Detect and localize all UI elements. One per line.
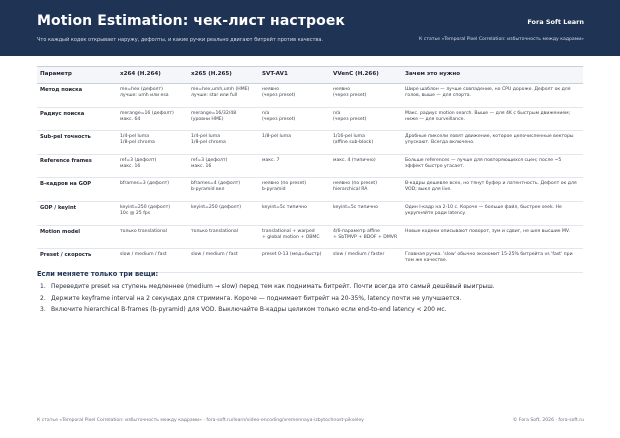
param-cell-text: GOP / keyint xyxy=(40,204,77,211)
column-header-x265: x265 (H.265) xyxy=(191,71,232,77)
x264-cell-line: 10с @ 25 fps xyxy=(120,210,151,216)
vvenc-cell-line: 4/6-параметр affine xyxy=(333,228,380,234)
svt-av1-cell xyxy=(262,205,330,211)
vvenc-cell-line: + SbTMVP + BDOF + DMVR xyxy=(333,234,398,240)
x264-cell-line: лучше: umh или esa xyxy=(120,93,169,98)
svt-av1-cell-line: b-pyramid xyxy=(262,187,286,193)
list-item-text: Переведите preset на ступень медленнее (medium → slow) перед тем как поднимать битрейт. Почти всегда это самый дешёвый выигрыш. xyxy=(51,283,495,290)
why-cell-text: Дробные пиксели ловят движение, которое целочисленные векторы упускают. Всегда включено. xyxy=(405,134,574,146)
svt-av1-cell xyxy=(262,111,330,123)
vvenc-cell xyxy=(333,87,401,99)
column-header-vvenc: VVenC (H.266) xyxy=(333,71,379,77)
param-cell-text: B-кадров на GOP xyxy=(40,181,92,188)
param-cell-text: Метод поиска xyxy=(40,87,83,93)
x264-cell-line: bframes=3 (дефолт) xyxy=(120,181,170,187)
svt-av1-cell-line: (через preset) xyxy=(262,93,296,98)
svt-av1-cell xyxy=(262,252,330,258)
why-cell xyxy=(405,205,581,217)
list-item-number: 3. xyxy=(40,306,46,313)
x265-cell xyxy=(191,87,259,99)
x265-cell-line: макс. 16 xyxy=(191,163,212,169)
svt-av1-cell-line: неявно xyxy=(262,87,280,92)
x265-cell-line: bframes=4 (дефолт) xyxy=(191,181,241,187)
svt-av1-cell-line: неявно (по preset) xyxy=(262,181,306,187)
table-row xyxy=(37,202,583,226)
table-row xyxy=(37,226,583,250)
svt-av1-cell-line: 1/8-pel luma xyxy=(262,134,292,140)
param-cell xyxy=(40,158,118,164)
x264-cell-line: только translational xyxy=(120,228,167,234)
param-cell-text: Preset / скорость xyxy=(40,252,92,259)
x265-cell xyxy=(191,181,259,193)
param-cell-text: Reference frames xyxy=(40,157,92,164)
svt-av1-cell-line: + global motion + OBMC xyxy=(262,234,320,240)
param-cell xyxy=(40,205,118,211)
vvenc-cell xyxy=(333,158,401,164)
settings-table xyxy=(37,66,583,273)
why-cell-text: Больше references — лучше для повторяющихся сцен; после ~5 эффект быстро угасает. xyxy=(405,157,562,169)
page-subtitle: Что каждый кодек открывает наружу, дефолты, и какие ручки реально двигают битрейт против качества. xyxy=(37,37,324,43)
table-row xyxy=(37,131,583,155)
table-row xyxy=(37,155,583,179)
article-reference: К статье «Temporal Pixel Correlation: избыточность между кадрами» xyxy=(419,37,584,42)
vvenc-cell xyxy=(333,205,401,211)
header-banner xyxy=(0,0,620,56)
x264-cell-line: me=hex (дефолт) xyxy=(120,87,163,92)
x265-cell-line: merange=16/32/48 xyxy=(191,110,237,116)
x265-cell xyxy=(191,205,259,211)
x265-cell-line: ref=3 (дефолт) xyxy=(191,157,228,163)
x264-cell-line: макс. 16 xyxy=(120,163,141,169)
why-cell xyxy=(405,181,581,193)
param-cell xyxy=(40,111,118,117)
x264-cell xyxy=(120,158,188,170)
param-cell xyxy=(40,87,118,93)
column-header-why: Зачем это нужно xyxy=(405,71,461,77)
param-cell xyxy=(40,181,118,187)
why-cell xyxy=(405,229,581,235)
list-item-number: 2. xyxy=(40,294,46,302)
vvenc-cell-line: keyint=5с типично xyxy=(333,204,378,210)
x264-cell-line: 1/8-pel chroma xyxy=(120,140,155,146)
table-body xyxy=(37,84,583,273)
table-row xyxy=(37,84,583,108)
x264-cell xyxy=(120,181,188,187)
why-cell-text: Шире шаблон — лучше совпадение, но CPU дороже. Дефолт ок для голов, выше — для спорта. xyxy=(405,87,571,98)
why-cell-text: B-кадры дешевле всех, но тянут буфер и латентность. Дефолт ок для VOD; выкл для live. xyxy=(405,181,577,193)
vvenc-cell-line: slow / medium / faster xyxy=(333,252,385,258)
x264-cell-line: макс. 64 xyxy=(120,116,141,122)
vvenc-cell-line: (affine sub-block) xyxy=(333,140,374,146)
vvenc-cell xyxy=(333,111,401,123)
param-cell xyxy=(40,229,118,235)
why-cell-text: Макс. радиус motion search. Выше — для 4K с быстрым движением; ниже — для surveillance. xyxy=(405,110,571,122)
list-item-text: Держите keyframe interval на 2 секундах для стриминга. Короче — поднимает битрейт на 20-35%, latency почти не улучшается. xyxy=(51,294,462,302)
why-cell xyxy=(405,111,581,123)
svt-av1-cell-line: translational + warped xyxy=(262,228,315,234)
svt-av1-cell xyxy=(262,181,330,193)
svt-av1-cell-line: (через preset) xyxy=(262,116,296,122)
x265-cell-line: b-pyramid вкл xyxy=(191,187,225,193)
vvenc-cell-line: (через preset) xyxy=(333,116,367,122)
why-cell-text: Главная ручка. 'slow' обычно экономит 15-25% битрейта vs 'fast' при том же качестве. xyxy=(405,252,573,264)
x264-cell xyxy=(120,134,188,146)
why-cell-text: Новые кодеки описывают поворот, зум и сдвиг, не шея высшие MV. xyxy=(405,228,570,234)
why-cell-text: Один I-кадр на 2-10 с. Короче — больше файл, быстрее seek. Не укрупняйте ради latency. xyxy=(405,204,562,216)
svt-av1-cell xyxy=(262,87,330,99)
x265-cell-line: (уровни HME) xyxy=(191,116,224,122)
vvenc-cell-line: n/a xyxy=(333,110,341,116)
why-cell xyxy=(405,252,581,264)
vvenc-cell xyxy=(333,252,401,258)
x265-cell-line: slow / medium / fast xyxy=(191,252,238,258)
vvenc-cell-line: (через preset) xyxy=(333,93,367,98)
column-header-param: Параметр xyxy=(40,71,72,77)
svt-av1-cell xyxy=(262,134,330,140)
x264-cell-line: ref=3 (дефолт) xyxy=(120,157,157,163)
vvenc-cell xyxy=(333,229,401,241)
x265-cell xyxy=(191,229,259,235)
svt-av1-cell-line: preset 0-13 (мед=быстр) xyxy=(262,252,322,258)
x264-cell-line: slow / medium / fast xyxy=(120,252,167,258)
x265-cell-line: 1/8-pel chroma xyxy=(191,140,226,146)
brand-label: Fora Soft Learn xyxy=(527,18,584,26)
svt-av1-cell-line: макс. 7 xyxy=(262,157,280,163)
vvenc-cell-line: hierarchical RA xyxy=(333,187,368,193)
svt-av1-cell-line: n/a xyxy=(262,110,270,116)
table-row xyxy=(37,108,583,132)
svt-av1-cell-line: keyint=5с типично xyxy=(262,204,307,210)
svt-av1-cell xyxy=(262,158,330,164)
page-title: Motion Estimation: чек-лист настроек xyxy=(37,13,346,29)
x264-cell xyxy=(120,87,188,99)
why-cell xyxy=(405,158,581,170)
x264-cell xyxy=(120,252,188,258)
why-cell xyxy=(405,134,581,146)
x264-cell xyxy=(120,111,188,123)
x265-cell-line: лучше: star или full xyxy=(191,93,238,98)
vvenc-cell-line: неявно (по preset) xyxy=(333,181,377,187)
vvenc-cell-line: неявно xyxy=(333,87,351,92)
vvenc-cell xyxy=(333,134,401,146)
x265-cell-line: keyint=250 (дефолт) xyxy=(191,204,242,210)
param-cell xyxy=(40,252,118,258)
svt-av1-cell xyxy=(262,229,330,241)
x265-cell-line: 1/4-pel luma xyxy=(191,134,221,140)
x265-cell-line: только translational xyxy=(191,228,238,234)
list-item-text: Включите hierarchical B-frames (b-pyramid) для VOD. Выключайте B-кадры целиком только если end-to-end latency < 200 мс. xyxy=(51,306,447,313)
vvenc-cell xyxy=(333,181,401,193)
x264-cell xyxy=(120,229,188,235)
param-cell-text: Motion model xyxy=(40,228,81,235)
tips-title: Если меняете только три вещи: xyxy=(37,270,159,278)
footer-article-link[interactable]: К статье «Temporal Pixel Correlation: избыточность между кадрами» · fora-soft.ru/learn/video-encoding/vremennaya-izbytochnost-pikseley xyxy=(37,418,364,423)
param-cell xyxy=(40,134,118,140)
column-header-x264: x264 (H.264) xyxy=(120,71,161,77)
x264-cell-line: keyint=250 (дефолт) xyxy=(120,204,171,210)
table-header-row xyxy=(37,67,583,84)
table-row xyxy=(37,178,583,202)
x265-cell-line: me=hex,umh,umh (HME) xyxy=(191,87,250,92)
x264-cell-line: merange=16 (дефолт) xyxy=(120,110,174,116)
list-item-number: 1. xyxy=(40,283,46,290)
x264-cell xyxy=(120,205,188,217)
column-header-svt-av1: SVT-AV1 xyxy=(262,71,288,77)
x265-cell xyxy=(191,158,259,170)
vvenc-cell-line: 1/16-pel luma xyxy=(333,134,365,140)
x265-cell xyxy=(191,252,259,258)
x264-cell-line: 1/4-pel luma xyxy=(120,134,150,140)
x265-cell xyxy=(191,134,259,146)
vvenc-cell-line: макс. 4 (типично) xyxy=(333,157,376,163)
param-cell-text: Радиус поиска xyxy=(40,110,85,117)
footer-copyright: © Fora Soft, 2026 · fora-soft.ru xyxy=(512,418,584,423)
why-cell xyxy=(405,87,581,99)
x265-cell xyxy=(191,111,259,123)
param-cell-text: Sub-pel точность xyxy=(40,134,91,141)
